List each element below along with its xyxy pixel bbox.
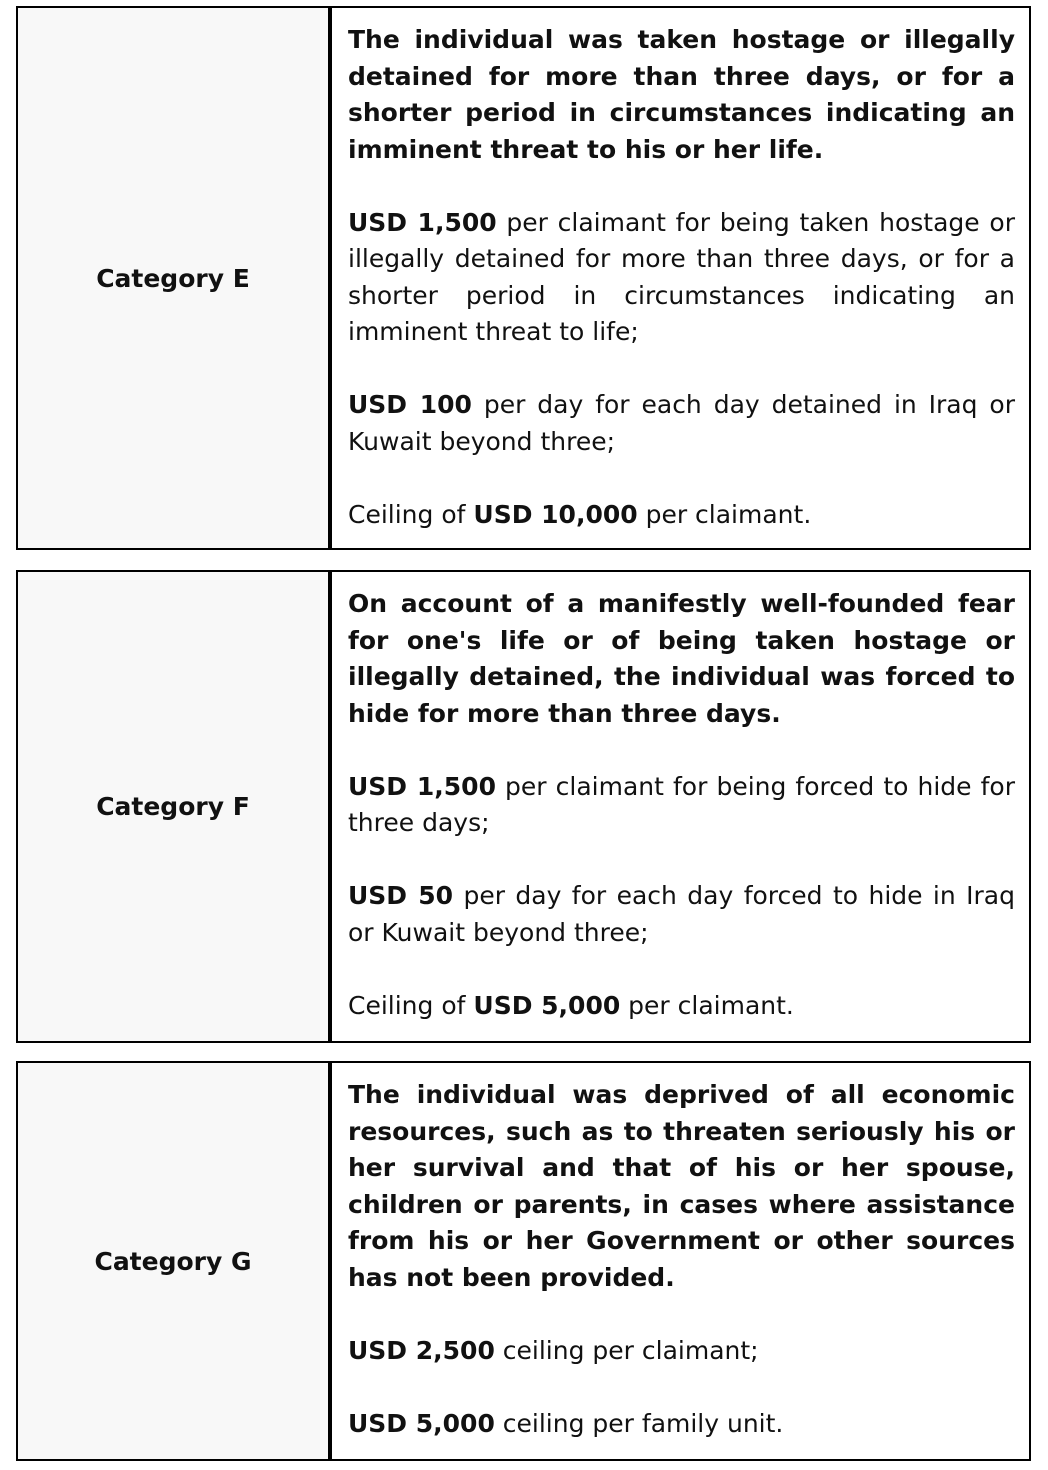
- category-label: Category F: [18, 572, 332, 1041]
- compensation-item: USD 2,500 ceiling per claimant;: [348, 1335, 759, 1365]
- amount: USD 50: [348, 881, 454, 910]
- compensation-item: USD 50 per day for each day forced to hide in Iraq or Kuwait beyond three;: [348, 881, 1015, 947]
- compensation-ceiling: Ceiling of USD 10,000 per claimant.: [348, 499, 812, 529]
- amount: USD 2,500: [348, 1335, 495, 1365]
- amount: USD 1,500: [348, 207, 497, 237]
- eligibility-criterion: The individual was taken hostage or illegally detained for more than three days, or for a shorter period in circumstances indicating an imminent threat to his or her life.: [348, 25, 1015, 164]
- category-label: Category G: [18, 1063, 332, 1459]
- compensation-item: USD 5,000 ceiling per family unit.: [348, 1408, 784, 1438]
- compensation-item: USD 1,500 per claimant for being taken hostage or illegally detained for more than three days, or for a shorter period in circumstances indicating an imminent threat to life;: [348, 207, 1015, 346]
- compensation-ceiling: Ceiling of USD 5,000 per claimant.: [348, 990, 794, 1020]
- category-description: [332, 8, 1029, 548]
- category-label: Category E: [18, 8, 332, 548]
- compensation-item: USD 1,500 per claimant for being forced to hide for three days;: [348, 771, 1015, 837]
- eligibility-criterion: On account of a manifestly well-founded fear for one's life or of being taken hostage or illegally detained, the individual was forced to hide for more than three days.: [348, 589, 1015, 728]
- category-description: [332, 572, 1029, 1041]
- amount: USD 5,000: [348, 1408, 495, 1438]
- amount: USD 10,000: [473, 499, 638, 529]
- amount: USD 5,000: [473, 990, 621, 1020]
- category-g-card: [16, 1061, 1031, 1461]
- amount: USD 1,500: [348, 771, 496, 801]
- compensation-item: USD 100 per day for each day detained in Iraq or Kuwait beyond three;: [348, 390, 1015, 456]
- category-description: [332, 1063, 1029, 1459]
- eligibility-criterion: The individual was deprived of all economic resources, such as to threaten seriously his or her survival and that of his or her spouse, children or parents, in cases where assistance from his or her Government or other sources has not been provided.: [348, 1080, 1015, 1292]
- category-f-card: [16, 570, 1031, 1043]
- category-e-card: [16, 6, 1031, 550]
- amount: USD 100: [348, 390, 472, 419]
